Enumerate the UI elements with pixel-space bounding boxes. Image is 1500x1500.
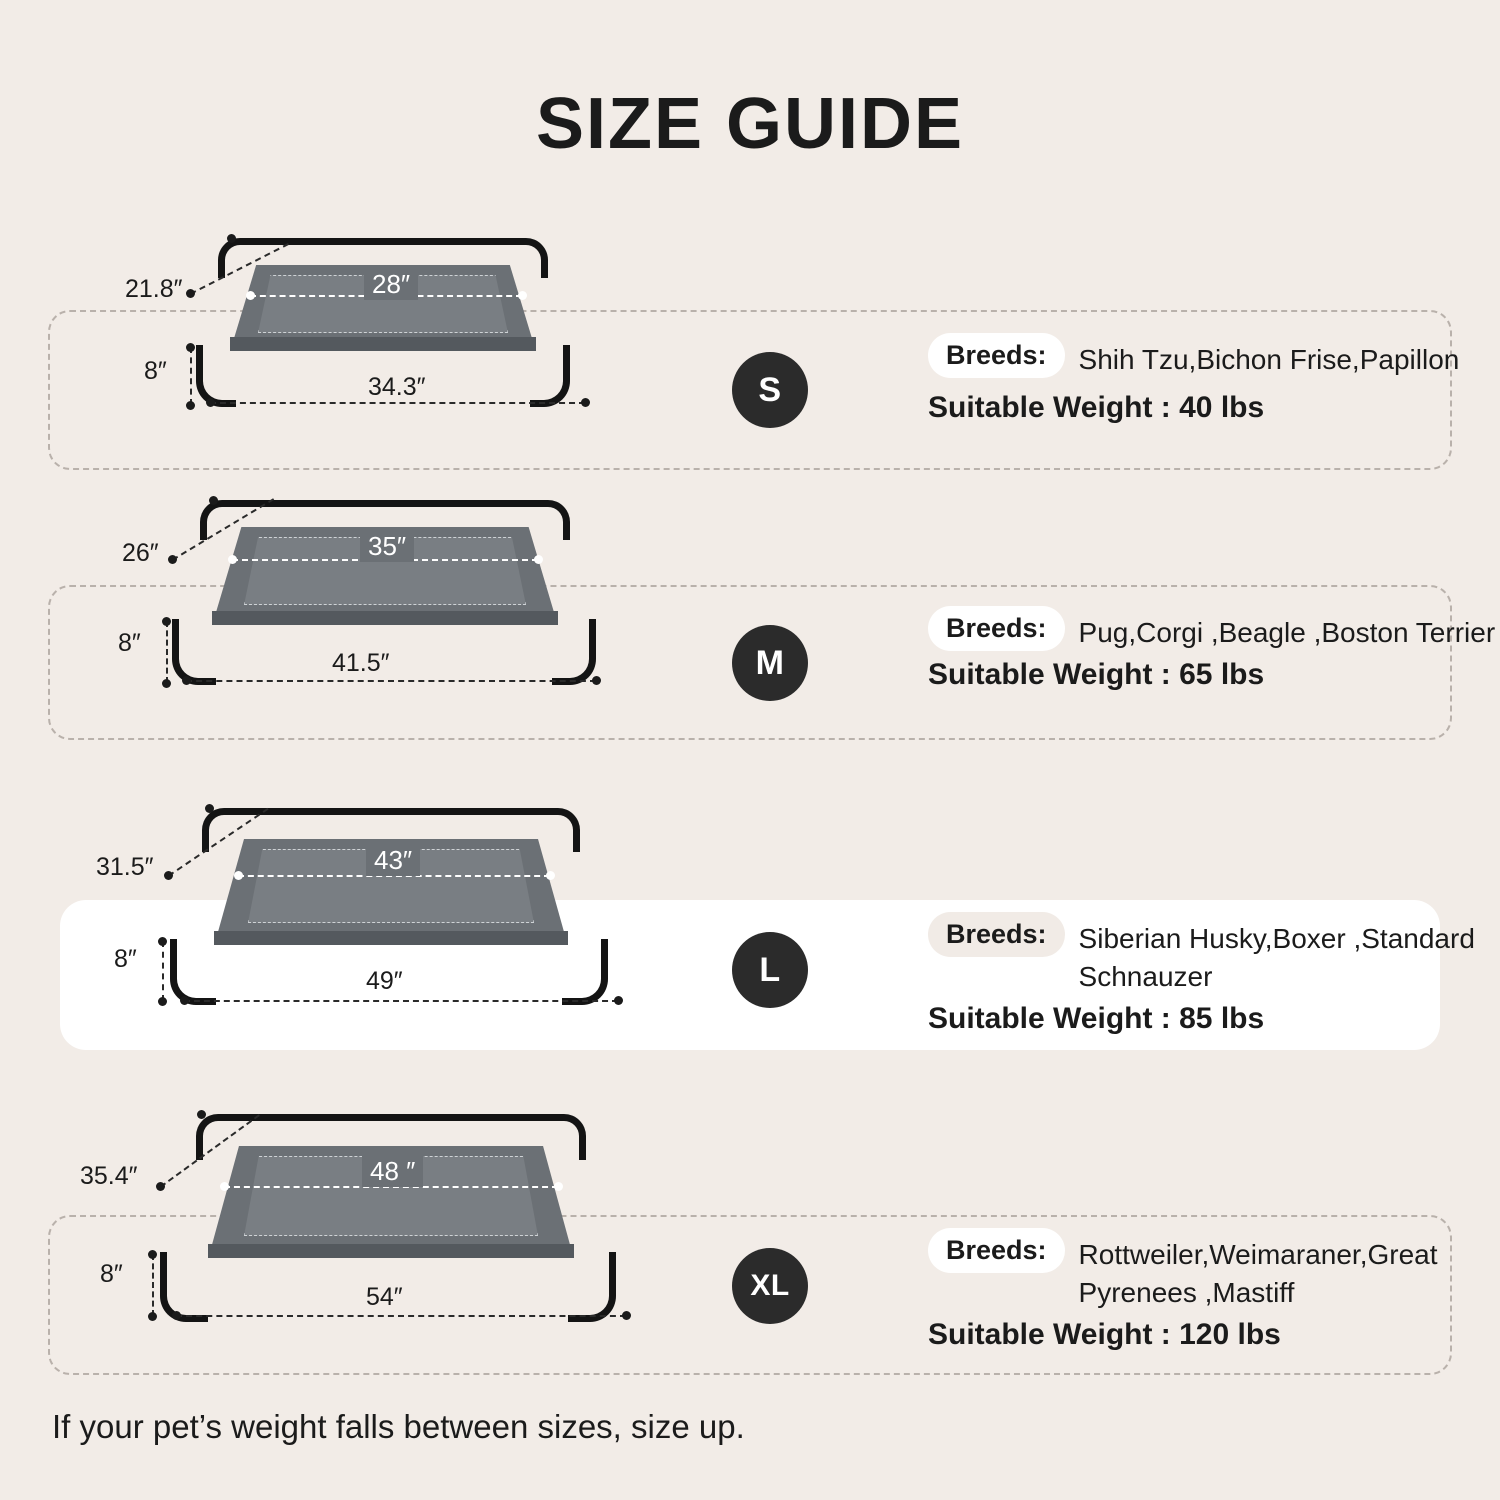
dim-top-width-label: 43″ <box>366 845 420 876</box>
bed-side-rail <box>212 611 558 625</box>
info-block-m <box>928 606 1495 692</box>
dim-dot <box>554 1182 563 1191</box>
size-badge-xl <box>732 1248 808 1324</box>
dim-dot <box>162 679 171 688</box>
weight-text: Suitable Weight : 40 lbs <box>928 390 1265 424</box>
dimline-height <box>162 941 164 1001</box>
dim-height-label: 8″ <box>100 1260 123 1288</box>
dim-height-label: 8″ <box>118 629 141 657</box>
size-badge-label: XL <box>750 1269 790 1302</box>
breeds-line <box>928 1228 1500 1312</box>
dim-dot <box>148 1250 157 1259</box>
size-badge-s <box>732 352 808 428</box>
dim-dot <box>158 937 167 946</box>
dimline-base-width <box>210 402 585 404</box>
dim-depth-label: 26″ <box>122 539 159 567</box>
breeds-text: Pug,Corgi ,Beagle ,Boston Terrier <box>1078 617 1496 648</box>
dimline-base-width <box>184 1000 618 1002</box>
breeds-text: Rottweiler,Weimaraner,Great Pyrenees ,Mastiff <box>1078 1239 1438 1308</box>
dim-dot <box>205 804 214 813</box>
info-block-l <box>928 912 1500 1036</box>
dim-dot <box>206 398 215 407</box>
bed-leg-right <box>568 1252 616 1322</box>
dim-dot <box>180 996 189 1005</box>
dim-dot <box>164 871 173 880</box>
bed-illustration-xl <box>0 1100 700 1340</box>
dim-height-label: 8″ <box>144 357 167 385</box>
breeds-line <box>928 606 1495 652</box>
dim-dot <box>246 291 255 300</box>
info-block-xl <box>928 1228 1500 1352</box>
info-block-s <box>928 333 1459 425</box>
dim-top-width-label: 28″ <box>364 269 418 300</box>
dim-base-width-label: 54″ <box>366 1283 403 1311</box>
weight-text: Suitable Weight : 65 lbs <box>928 657 1265 691</box>
dim-dot <box>172 1311 181 1320</box>
dim-depth-label: 31.5″ <box>96 853 154 881</box>
dim-base-width-label: 41.5″ <box>332 649 390 677</box>
dim-dot <box>186 289 195 298</box>
bed-side-rail <box>230 337 536 351</box>
bed-illustration-s <box>0 225 700 435</box>
dimline-base-width <box>186 680 596 682</box>
dimline-height <box>166 621 168 683</box>
dim-dot <box>220 1182 229 1191</box>
bed-leg-right <box>530 345 570 407</box>
size-badge-label: S <box>758 370 782 409</box>
dim-dot <box>182 676 191 685</box>
dim-top-width-label: 48 ″ <box>362 1156 423 1187</box>
dim-dot <box>156 1182 165 1191</box>
size-badge-label: M <box>755 643 785 682</box>
dim-dot <box>234 871 243 880</box>
bed-leg-left <box>196 345 236 407</box>
dim-depth-label: 35.4″ <box>80 1162 138 1190</box>
breeds-text: Shih Tzu,Bichon Frise,Papillon <box>1078 344 1460 375</box>
bed-leg-left <box>172 619 216 685</box>
dim-top-width-label: 35″ <box>360 531 414 562</box>
dim-dot <box>518 291 527 300</box>
breeds-label: Breeds: <box>928 333 1065 378</box>
dim-dot <box>186 401 195 410</box>
dim-base-width-label: 49″ <box>366 967 403 995</box>
bed-leg-right <box>562 939 608 1005</box>
breeds-text: Siberian Husky,Boxer ,Standard Schnauzer <box>1078 923 1475 992</box>
bed-leg-left <box>160 1252 208 1322</box>
dim-base-width-label: 34.3″ <box>368 373 426 401</box>
breeds-line <box>928 333 1459 379</box>
bed-side-rail <box>214 931 568 945</box>
dim-dot <box>148 1312 157 1321</box>
size-badge-label: L <box>759 950 781 989</box>
breeds-label: Breeds: <box>928 912 1065 957</box>
dimline-height <box>152 1254 154 1316</box>
breeds-label: Breeds: <box>928 1228 1065 1273</box>
dim-dot <box>186 343 195 352</box>
footnote-text: If your pet’s weight falls between sizes, size up. <box>52 1408 745 1445</box>
breeds-label: Breeds: <box>928 606 1065 651</box>
bed-leg-right <box>552 619 596 685</box>
page-title: SIZE GUIDE <box>535 84 965 164</box>
dim-dot <box>581 398 590 407</box>
dim-dot <box>168 555 177 564</box>
breeds-line <box>928 912 1500 996</box>
dim-dot <box>534 555 543 564</box>
bed-illustration-l <box>0 795 700 1025</box>
dim-dot <box>197 1110 206 1119</box>
size-badge-l <box>732 932 808 1008</box>
dim-height-label: 8″ <box>114 945 137 973</box>
dimline-base-width <box>176 1315 626 1317</box>
dimline-height <box>190 347 192 405</box>
dim-dot <box>592 676 601 685</box>
weight-text: Suitable Weight : 85 lbs <box>928 1001 1265 1035</box>
weight-text: Suitable Weight : 120 lbs <box>928 1317 1281 1351</box>
dim-dot <box>162 617 171 626</box>
bed-leg-left <box>170 939 216 1005</box>
bed-side-rail <box>208 1244 574 1258</box>
dim-depth-label: 21.8″ <box>125 275 183 303</box>
dim-dot <box>546 871 555 880</box>
dim-dot <box>209 496 218 505</box>
dim-dot <box>614 996 623 1005</box>
dim-dot <box>227 234 236 243</box>
bed-illustration-m <box>0 487 700 707</box>
dim-dot <box>622 1311 631 1320</box>
size-badge-m <box>732 625 808 701</box>
dim-dot <box>158 997 167 1006</box>
dim-dot <box>228 555 237 564</box>
